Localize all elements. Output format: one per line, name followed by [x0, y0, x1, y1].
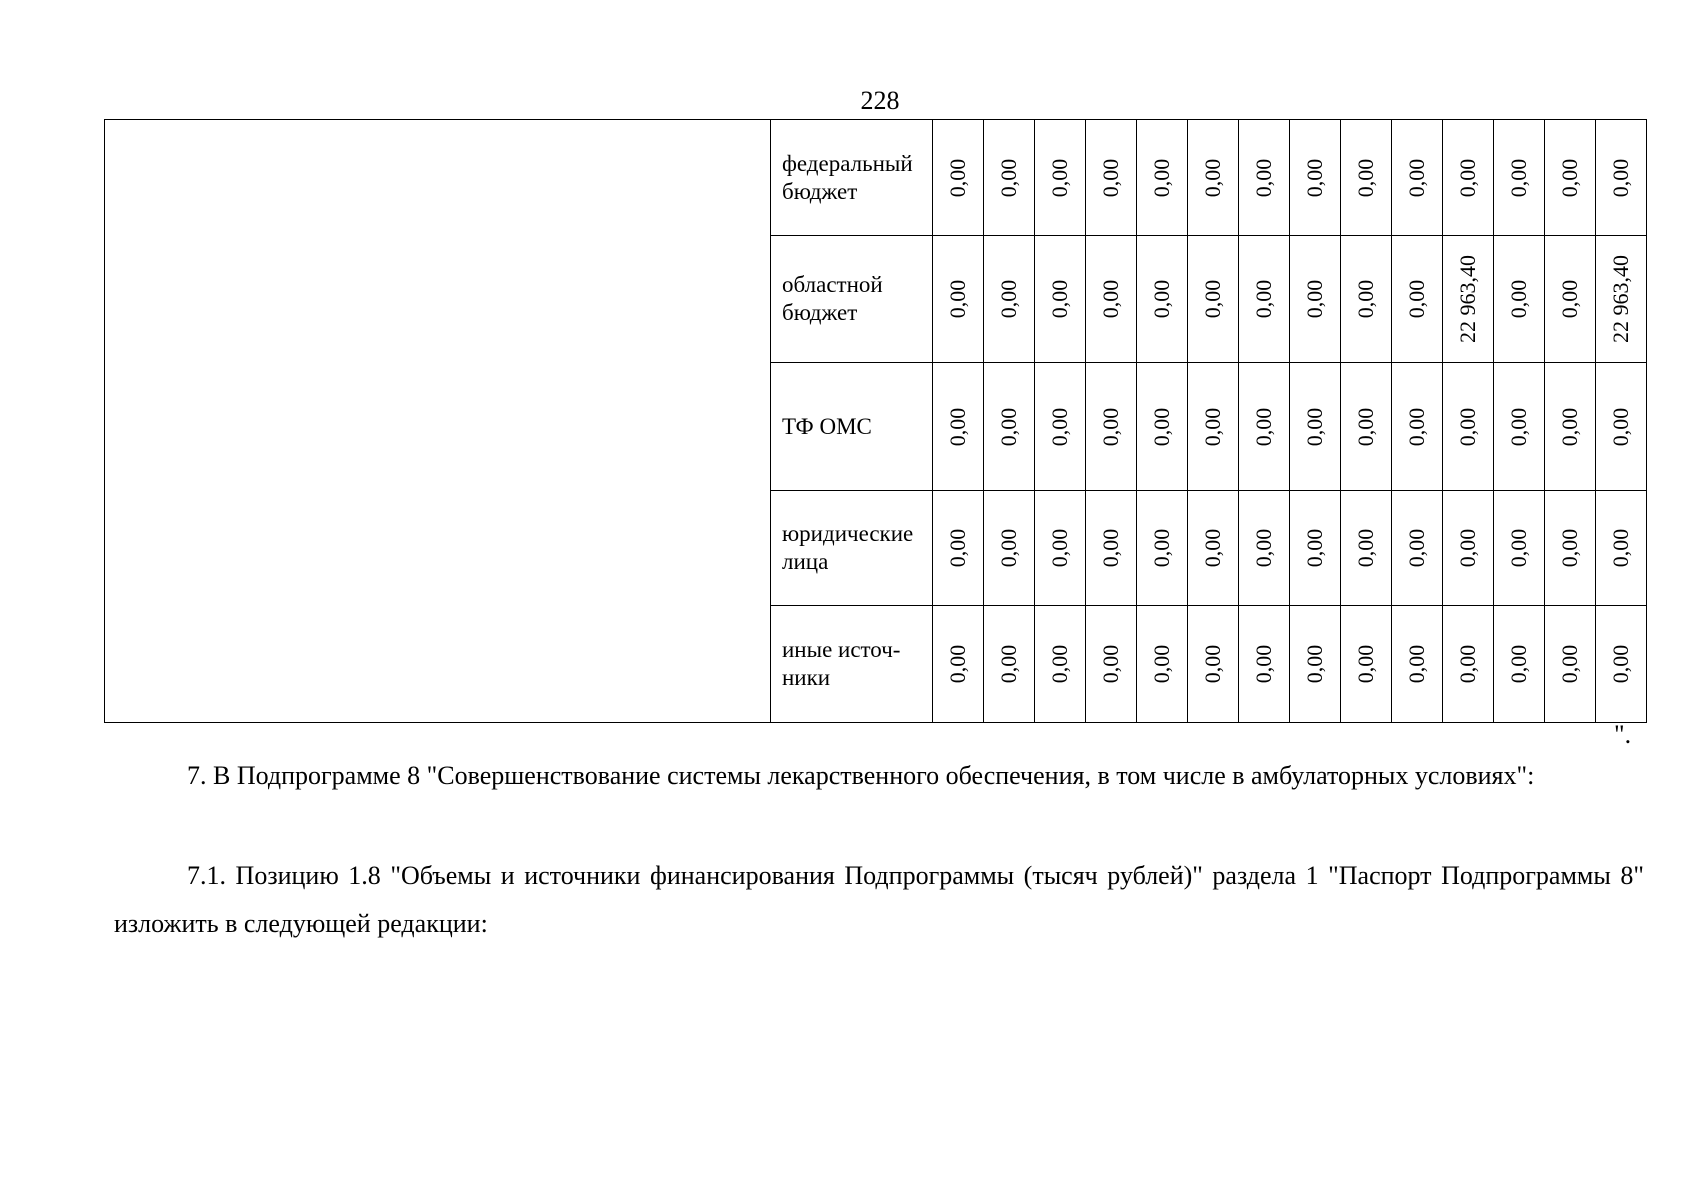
value-text: 0,00 — [1557, 644, 1582, 684]
value-text: 0,00 — [1608, 407, 1633, 446]
value-text: 0,00 — [1251, 644, 1276, 684]
value-cell — [1596, 491, 1647, 606]
value-cell — [1086, 606, 1137, 723]
value-cell — [984, 491, 1035, 606]
value-text: 0,00 — [1251, 158, 1276, 197]
value-text: 0,00 — [1404, 158, 1429, 197]
value-text: 0,00 — [1149, 528, 1174, 568]
page-number: 228 — [860, 86, 900, 115]
value-cell — [1545, 363, 1596, 491]
value-text: 0,00 — [1302, 644, 1327, 684]
value-cell — [1035, 491, 1086, 606]
value-text: 0,00 — [1149, 279, 1174, 319]
value-cell — [1086, 236, 1137, 363]
financing-table — [104, 119, 1647, 723]
value-text: 0,00 — [1200, 158, 1225, 197]
value-text: 0,00 — [1608, 528, 1633, 568]
source-label-cell: федеральный бюджет — [771, 120, 933, 236]
value-cell — [933, 606, 984, 723]
paragraph-7-1: 7.1. Позицию 1.8 "Объемы и источники финансирования Подпрограммы (тысяч рублей)" раздела 1 "Паспорт Подпрограммы 8" изложить в следующей редакции: — [114, 861, 1644, 938]
value-cell — [1443, 606, 1494, 723]
value-text: 0,00 — [996, 644, 1021, 684]
value-text: 0,00 — [1506, 158, 1531, 197]
value-text: 0,00 — [1455, 158, 1480, 197]
value-text: 0,00 — [1098, 528, 1123, 568]
value-cell — [1443, 120, 1494, 236]
value-text: 0,00 — [1506, 528, 1531, 568]
value-cell — [1494, 363, 1545, 491]
value-text: 0,00 — [1455, 528, 1480, 568]
value-text: 0,00 — [1557, 279, 1582, 319]
value-text: 22 963,40 — [1608, 255, 1633, 343]
value-text: 0,00 — [1200, 407, 1225, 446]
value-text: 0,00 — [1200, 644, 1225, 684]
value-text: 0,00 — [1608, 644, 1633, 684]
value-cell — [1392, 491, 1443, 606]
value-cell — [1494, 120, 1545, 236]
value-cell — [1290, 491, 1341, 606]
value-cell — [933, 236, 984, 363]
value-cell — [1137, 363, 1188, 491]
value-cell — [1596, 236, 1647, 363]
source-label-cell: юридические лица — [771, 491, 933, 606]
value-cell — [1188, 363, 1239, 491]
value-cell — [1443, 491, 1494, 606]
closing-quote: ". — [1614, 720, 1632, 749]
value-cell — [1341, 363, 1392, 491]
value-cell — [1545, 120, 1596, 236]
value-cell — [1086, 491, 1137, 606]
value-text: 0,00 — [1149, 158, 1174, 197]
value-cell — [1290, 236, 1341, 363]
value-cell — [984, 363, 1035, 491]
value-text: 0,00 — [1251, 407, 1276, 446]
value-cell — [1545, 606, 1596, 723]
value-cell — [1035, 363, 1086, 491]
value-text: 0,00 — [1047, 528, 1072, 568]
value-text: 0,00 — [1353, 407, 1378, 446]
value-cell — [1137, 236, 1188, 363]
value-cell — [1188, 120, 1239, 236]
value-text: 0,00 — [1404, 528, 1429, 568]
value-cell — [1545, 236, 1596, 363]
value-cell — [1035, 236, 1086, 363]
value-cell — [1137, 491, 1188, 606]
value-text: 0,00 — [1098, 158, 1123, 197]
source-label-cell: иные источ-ники — [771, 606, 933, 723]
value-text: 0,00 — [1506, 279, 1531, 319]
value-text: 0,00 — [1098, 407, 1123, 446]
value-cell — [1392, 606, 1443, 723]
value-cell — [1239, 606, 1290, 723]
value-cell — [1290, 363, 1341, 491]
value-cell — [1188, 236, 1239, 363]
value-cell — [1596, 363, 1647, 491]
source-label-cell: областной бюджет — [771, 236, 933, 363]
value-cell — [1494, 491, 1545, 606]
value-cell — [1239, 363, 1290, 491]
value-text: 0,00 — [1557, 407, 1582, 446]
value-text: 0,00 — [1455, 407, 1480, 446]
value-cell — [1341, 236, 1392, 363]
value-cell — [1137, 606, 1188, 723]
value-text: 0,00 — [945, 528, 970, 568]
value-text: 0,00 — [1149, 644, 1174, 684]
value-cell — [1341, 606, 1392, 723]
value-cell — [1035, 120, 1086, 236]
value-text: 0,00 — [1200, 528, 1225, 568]
value-text: 0,00 — [1506, 407, 1531, 446]
value-cell — [1086, 120, 1137, 236]
value-cell — [1545, 491, 1596, 606]
value-text: 22 963,40 — [1455, 255, 1480, 343]
value-cell — [1392, 120, 1443, 236]
value-text: 0,00 — [996, 407, 1021, 446]
value-text: 0,00 — [945, 158, 970, 197]
value-text: 0,00 — [996, 279, 1021, 319]
value-cell — [1443, 236, 1494, 363]
value-cell — [1392, 363, 1443, 491]
value-cell — [984, 606, 1035, 723]
value-text: 0,00 — [1506, 644, 1531, 684]
blank-merged-cell — [105, 120, 771, 723]
value-text: 0,00 — [1047, 158, 1072, 197]
value-text: 0,00 — [1404, 279, 1429, 319]
value-cell — [1494, 236, 1545, 363]
value-text: 0,00 — [1353, 644, 1378, 684]
value-text: 0,00 — [1404, 644, 1429, 684]
value-cell — [1341, 491, 1392, 606]
table-row — [105, 120, 1647, 236]
value-text: 0,00 — [1455, 644, 1480, 684]
paragraph-7: 7. В Подпрограмме 8 "Совершенствование системы лекарственного обеспечения, в том числе в амбулаторных условиях": — [187, 761, 1535, 790]
value-text: 0,00 — [1557, 528, 1582, 568]
value-text: 0,00 — [945, 644, 970, 684]
value-cell — [1290, 120, 1341, 236]
value-text: 0,00 — [1353, 528, 1378, 568]
value-cell — [1137, 120, 1188, 236]
value-cell — [1239, 236, 1290, 363]
value-text: 0,00 — [945, 407, 970, 446]
value-cell — [1596, 120, 1647, 236]
value-text: 0,00 — [1200, 279, 1225, 319]
value-cell — [1443, 363, 1494, 491]
value-text: 0,00 — [1149, 407, 1174, 446]
value-cell — [1035, 606, 1086, 723]
value-text: 0,00 — [1251, 279, 1276, 319]
value-text: 0,00 — [1404, 407, 1429, 446]
value-cell — [1086, 363, 1137, 491]
value-text: 0,00 — [1353, 158, 1378, 197]
value-text: 0,00 — [1047, 407, 1072, 446]
value-text: 0,00 — [1557, 158, 1582, 197]
value-text: 0,00 — [1302, 528, 1327, 568]
value-cell — [1188, 606, 1239, 723]
value-cell — [984, 236, 1035, 363]
value-cell — [1392, 236, 1443, 363]
value-cell — [1239, 491, 1290, 606]
value-cell — [1341, 120, 1392, 236]
value-cell — [933, 363, 984, 491]
value-text: 0,00 — [1302, 158, 1327, 197]
value-text: 0,00 — [1098, 279, 1123, 319]
value-text: 0,00 — [1047, 644, 1072, 684]
value-text: 0,00 — [1608, 158, 1633, 197]
value-cell — [1494, 606, 1545, 723]
value-cell — [984, 120, 1035, 236]
value-text: 0,00 — [1098, 644, 1123, 684]
value-cell — [933, 491, 984, 606]
value-text: 0,00 — [1302, 279, 1327, 319]
value-text: 0,00 — [1047, 279, 1072, 319]
value-cell — [1239, 120, 1290, 236]
value-text: 0,00 — [1251, 528, 1276, 568]
value-cell — [1290, 606, 1341, 723]
value-cell — [933, 120, 984, 236]
value-text: 0,00 — [945, 279, 970, 319]
value-text: 0,00 — [1302, 407, 1327, 446]
value-text: 0,00 — [996, 158, 1021, 197]
value-cell — [1188, 491, 1239, 606]
value-cell — [1596, 606, 1647, 723]
source-label-cell: ТФ ОМС — [771, 363, 933, 491]
value-text: 0,00 — [996, 528, 1021, 568]
value-text: 0,00 — [1353, 279, 1378, 319]
